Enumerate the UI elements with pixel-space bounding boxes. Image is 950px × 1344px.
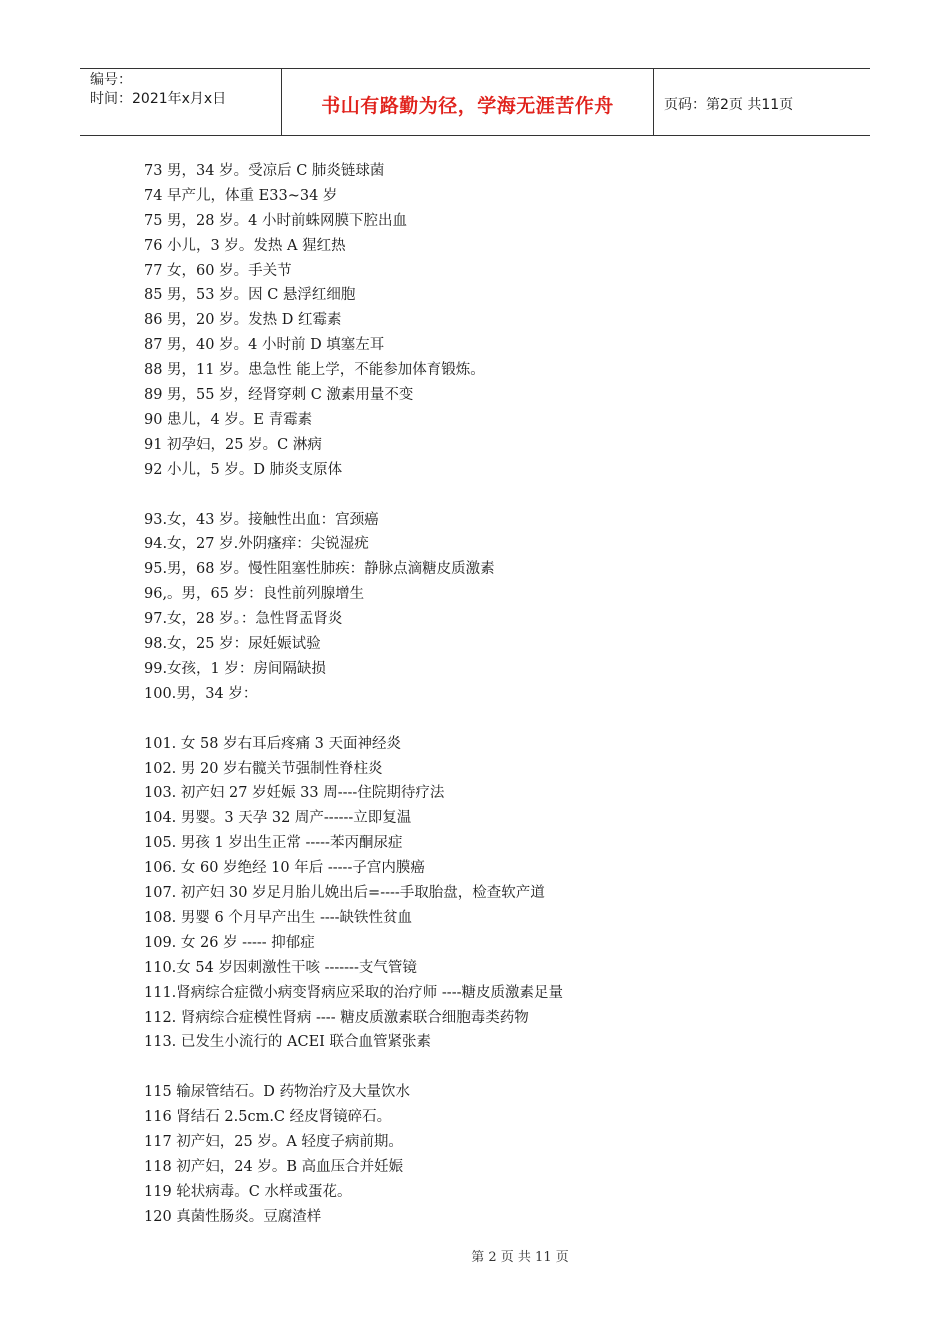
question-group [144, 508, 844, 707]
question-line: 112. 肾病综合症模性肾病 ---- 糖皮质激素联合细胞毒类药物 [144, 1009, 529, 1026]
question-line: 77 女，60 岁。手关节 [144, 262, 292, 279]
question-line: 89 男，55 岁，经肾穿刺 C 激素用量不变 [144, 387, 414, 404]
question-line: 90 患儿，4 岁。E 青霉素 [144, 411, 313, 428]
question-line: 99.女孩，1 岁：房间隔缺损 [144, 660, 326, 677]
question-group [144, 732, 844, 1056]
question-line: 108. 男婴 6 个月早产出生 ----缺铁性贫血 [144, 909, 413, 926]
page-header [80, 68, 870, 136]
question-line: 92 小儿，5 岁。D 肺炎支原体 [144, 461, 343, 478]
question-line: 76 小儿，3 岁。发热 A 猩红热 [144, 237, 346, 254]
question-line: 86 男，20 岁。发热 D 红霉素 [144, 312, 342, 329]
question-line: 74 早产儿，体重 E33~34 岁 [144, 187, 338, 204]
question-line: 91 初孕妇，25 岁。C 淋病 [144, 436, 322, 453]
question-line: 101. 女 58 岁右耳后疼痛 3 天面神经炎 [144, 735, 402, 752]
question-line: 97.女，28 岁。：急性肾盂肾炎 [144, 611, 343, 628]
question-line: 104. 男婴。3 天孕 32 周产------立即复温 [144, 810, 412, 827]
question-line: 96,。男，65 岁：良性前列腺增生 [144, 586, 365, 603]
number-label: 编号： [90, 72, 132, 88]
question-line: 116 肾结石 2.5cm.C 经皮肾镜碎石。 [144, 1109, 392, 1126]
page-footer: 第 2 页 共 11 页 [471, 1250, 569, 1265]
question-line: 119 轮状病毒。C 水样或蛋花。 [144, 1183, 352, 1200]
question-line: 93.女，43 岁。接触性出血：宫颈癌 [144, 511, 379, 528]
question-line: 102. 男 20 岁右髋关节强制性脊柱炎 [144, 760, 383, 777]
question-group [144, 159, 844, 483]
question-line: 107. 初产妇 30 岁足月胎儿娩出后=----手取胎盘，检查软产道 [144, 885, 545, 902]
question-line: 85 男，53 岁。因 C 悬浮红细胞 [144, 287, 356, 304]
question-line: 100.男，34 岁： [144, 685, 258, 702]
question-line: 105. 男孩 1 岁出生正常 -----苯丙酮尿症 [144, 835, 403, 852]
question-line: 109. 女 26 岁 ----- 抑郁症 [144, 934, 315, 951]
question-line: 110.女 54 岁因刺激性干咳 -------支气管镜 [144, 959, 417, 976]
header-meta [80, 69, 282, 135]
question-line: 94.女，27 岁.外阴瘙痒：尖锐湿疣 [144, 536, 369, 553]
question-line: 73 男，34 岁。受凉后 C 肺炎链球菌 [144, 163, 385, 179]
question-line: 113. 已发生小流行的 ACEI 联合血管紧张素 [144, 1034, 431, 1051]
question-line: 88 男，11 岁。患急性 能上学，不能参加体育锻炼。 [144, 362, 485, 379]
question-line: 117 初产妇，25 岁。A 轻度子病前期。 [144, 1134, 403, 1151]
question-line: 95.男，68 岁。慢性阻塞性肺疾：静脉点滴糖皮质激素 [144, 561, 495, 578]
question-line: 87 男，40 岁。4 小时前 D 填塞左耳 [144, 337, 385, 354]
question-line: 103. 初产妇 27 岁妊娠 33 周----住院期待疗法 [144, 785, 445, 802]
question-line: 106. 女 60 岁绝经 10 年后 -----子宫内膜癌 [144, 860, 425, 877]
header-page-info: 页码：第2页 共11页 [664, 97, 794, 113]
question-line: 75 男，28 岁。4 小时前蛛网膜下腔出血 [144, 212, 407, 229]
time-label: 时间：2021年x月x日 [90, 91, 227, 107]
question-group [144, 1080, 844, 1229]
question-line: 115 输尿管结石。D 药物治疗及大量饮水 [144, 1084, 411, 1101]
question-line: 120 真菌性肠炎。豆腐渣样 [144, 1208, 322, 1225]
question-line: 98.女，25 岁：尿妊娠试验 [144, 636, 321, 653]
question-line: 118 初产妇，24 岁。B 高血压合并妊娠 [144, 1158, 404, 1175]
header-motto: 书山有路勤为径，学海无涯苦作舟 [282, 69, 654, 135]
document-body [144, 159, 844, 1255]
question-line: 111.肾病综合症微小病变肾病应采取的治疗师 ----糖皮质激素足量 [144, 984, 563, 1001]
